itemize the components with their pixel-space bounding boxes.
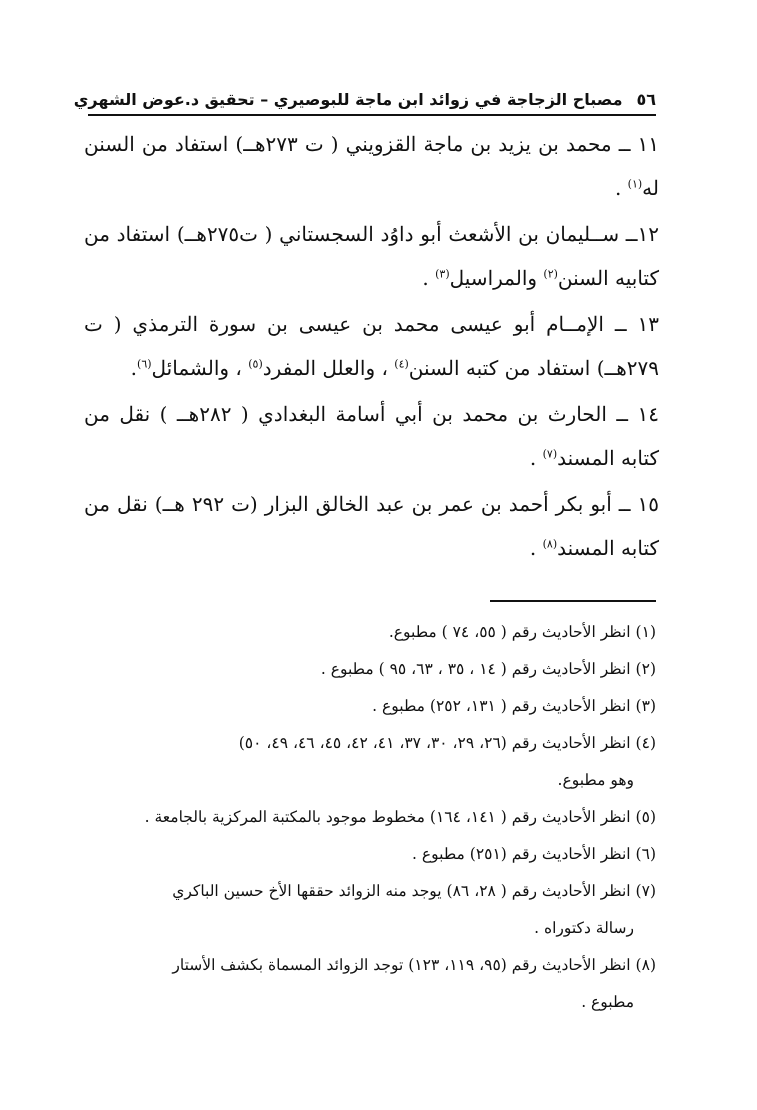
footnote-continuation: مطبوع . xyxy=(581,993,634,1011)
footnote-text: انظر الأحاديث رقم (٩٥، ١١٩، ١٢٣) توجد الزوائد المسماة بكشف الأستار xyxy=(172,956,631,974)
footnote-text: انظر الأحاديث رقم ( ١٤ ، ٣٥ ، ٦٣، ٩٥ ) مطبوع . xyxy=(320,660,631,678)
footnote-text: انظر الأحاديث رقم (٢٥١) مطبوع . xyxy=(412,845,631,863)
footnote-ref: (٧) xyxy=(542,447,558,461)
footnote-8 xyxy=(82,947,656,1021)
footnote-label: (٣) xyxy=(635,697,656,715)
running-header xyxy=(73,88,656,116)
footnote-1 xyxy=(82,614,656,651)
footnote-ref: (٦) xyxy=(137,357,152,371)
running-title: مصباح الزجاجة في زوائد ابن ماجة للبوصيري – تحقيق د.عوض الشهري xyxy=(73,90,623,109)
footnote-ref: (٨) xyxy=(542,537,558,551)
entry-mid: ، والشمائل xyxy=(151,356,249,380)
footnote-label: (٨) xyxy=(635,956,656,974)
entry-tail: . xyxy=(130,356,138,380)
footnote-label: (١) xyxy=(635,623,656,641)
footnote-2 xyxy=(82,651,656,688)
footnote-continuation: وهو مطبوع. xyxy=(557,771,634,789)
entry-text: ١٤ ــ الحارث بن محمد بن أبي أسامة البغدادي ( ٢٨٢هــ ) نقل من كتابه المسند xyxy=(84,402,659,470)
entry-mid: ، والعلل المفرد xyxy=(262,356,395,380)
entry-text: ١٢ــ ســليمان بن الأشعث أبو داوُد السجستاني ( ت٢٧٥هــ) استفاد من كتابيه السنن xyxy=(84,222,659,290)
entry-11 xyxy=(84,122,659,210)
entry-text: ١٥ ــ أبو بكر أحمد بن عمر بن عبد الخالق البزار (ت ٢٩٢ هــ) نقل من كتابه المسند xyxy=(84,492,659,560)
footnotes xyxy=(82,614,656,1021)
entry-15 xyxy=(84,482,659,570)
footnote-label: (٦) xyxy=(635,845,656,863)
entry-14 xyxy=(84,392,659,480)
entry-13 xyxy=(84,302,659,390)
footnote-7 xyxy=(82,873,656,947)
footnote-text: انظر الأحاديث رقم ( ٢٨، ٨٦) يوجد منه الزوائد حققها الأخ حسين الباكري xyxy=(172,882,631,900)
entry-tail: . xyxy=(422,266,436,290)
footnote-ref: (٣) xyxy=(435,267,450,281)
entry-tail: . xyxy=(529,446,543,470)
entry-mid: والمراسيل xyxy=(449,266,544,290)
footnote-ref: (١) xyxy=(627,177,643,191)
footnote-5 xyxy=(82,799,656,836)
footnote-text: انظر الأحاديث رقم (٢٦، ٢٩، ٣٠، ٣٧، ٤١، ٤٢، ٤٥، ٤٦، ٤٩، ٥٠) xyxy=(238,734,631,752)
footnote-label: (٤) xyxy=(635,734,656,752)
footnote-ref: (٥) xyxy=(248,357,263,371)
entry-tail: . xyxy=(614,176,628,200)
entry-text: ١٣ ــ الإمــام أبو عيسى محمد بن عيسى بن سورة الترمذي ( ت ٢٧٩هــ) استفاد من كتبه السنن xyxy=(84,312,659,380)
footnote-ref: (٢) xyxy=(543,267,558,281)
main-text xyxy=(84,122,659,572)
entry-tail: . xyxy=(529,536,543,560)
footnote-label: (٥) xyxy=(635,808,656,826)
footnote-ref: (٤) xyxy=(394,357,409,371)
entry-12 xyxy=(84,212,659,300)
page-number: ٥٦ xyxy=(636,90,656,109)
footnote-label: (٧) xyxy=(635,882,656,900)
footnote-text: انظر الأحاديث رقم ( ٥٥، ٧٤ ) مطبوع. xyxy=(388,623,631,641)
footnote-text: انظر الأحاديث رقم ( ١٤١، ١٦٤) مخطوط موجود بالمكتبة المركزية بالجامعة . xyxy=(144,808,631,826)
footnote-4 xyxy=(82,725,656,799)
footnote-3 xyxy=(82,688,656,725)
footnote-continuation: رسالة دكتوراه . xyxy=(534,919,634,937)
footnote-label: (٢) xyxy=(635,660,656,678)
footnote-text: انظر الأحاديث رقم ( ١٣١، ٢٥٢) مطبوع . xyxy=(372,697,631,715)
entry-text: ١١ ــ محمد بن يزيد بن ماجة القزويني ( ت ٢٧٣هــ) استفاد من السنن له xyxy=(84,132,660,200)
footnote-6 xyxy=(82,836,656,873)
footnote-separator xyxy=(490,600,656,602)
